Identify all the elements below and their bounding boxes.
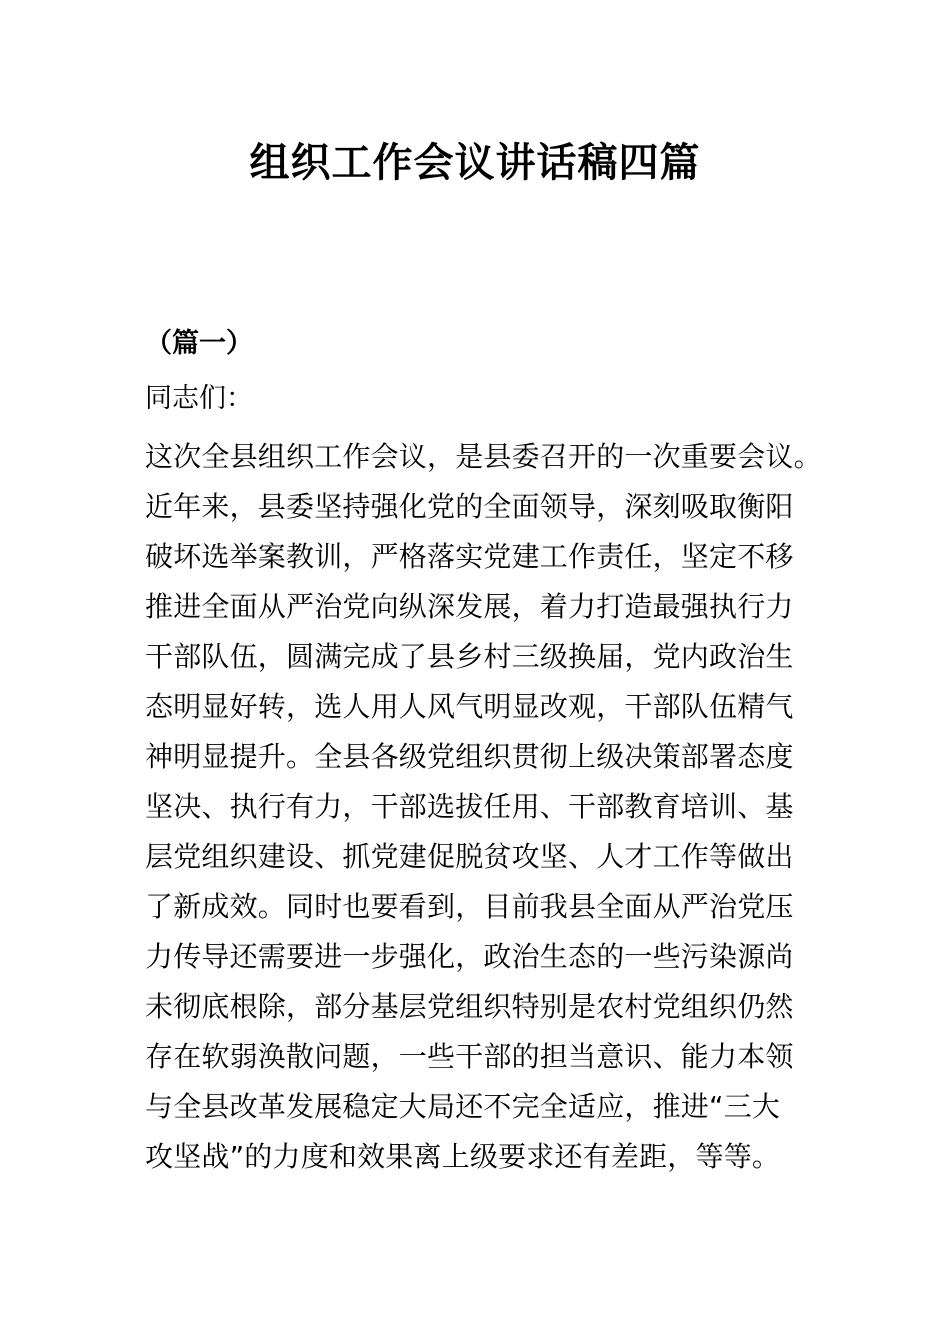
body-line: 破坏选举案教训，严格落实党建工作责任，坚定不移	[145, 540, 794, 573]
body-line: 层党组织建设、抓党建促脱贫攻坚、人才工作等做出	[145, 840, 794, 873]
body-line: 这次全县组织工作会议，是县委召开的一次重要会议。	[145, 440, 822, 473]
body-line: 存在软弱涣散问题，一些干部的担当意识、能力本领	[145, 1040, 794, 1073]
body-line: 攻坚战”的力度和效果离上级要求还有差距，等等。	[145, 1140, 781, 1173]
body-line: 近年来，县委坚持强化党的全面领导，深刻吸取衡阳	[145, 490, 794, 523]
body-line: 坚决、执行有力，干部选拔任用、干部教育培训、基	[145, 790, 794, 823]
body-line: 态明显好转，选人用人风气明显改观，干部队伍精气	[145, 690, 794, 723]
body-paragraph	[145, 432, 845, 1182]
body-line: 神明显提升。全县各级党组织贯彻上级决策部署态度	[145, 740, 794, 773]
salutation: 同志们：	[145, 383, 253, 414]
section-heading: （篇一）	[145, 328, 253, 359]
body-line: 力传导还需要进一步强化，政治生态的一些污染源尚	[145, 940, 794, 973]
body-line: 与全县改革发展稳定大局还不完全适应，推进“三大	[145, 1090, 781, 1123]
document-title: 组织工作会议讲话稿四篇	[249, 140, 701, 186]
body-line: 干部队伍，圆满完成了县乡村三级换届，党内政治生	[145, 640, 794, 673]
body-line: 了新成效。同时也要看到，目前我县全面从严治党压	[145, 890, 794, 923]
body-line: 未彻底根除，部分基层党组织特别是农村党组织仍然	[145, 990, 794, 1023]
body-line: 推进全面从严治党向纵深发展，着力打造最强执行力	[145, 590, 794, 623]
